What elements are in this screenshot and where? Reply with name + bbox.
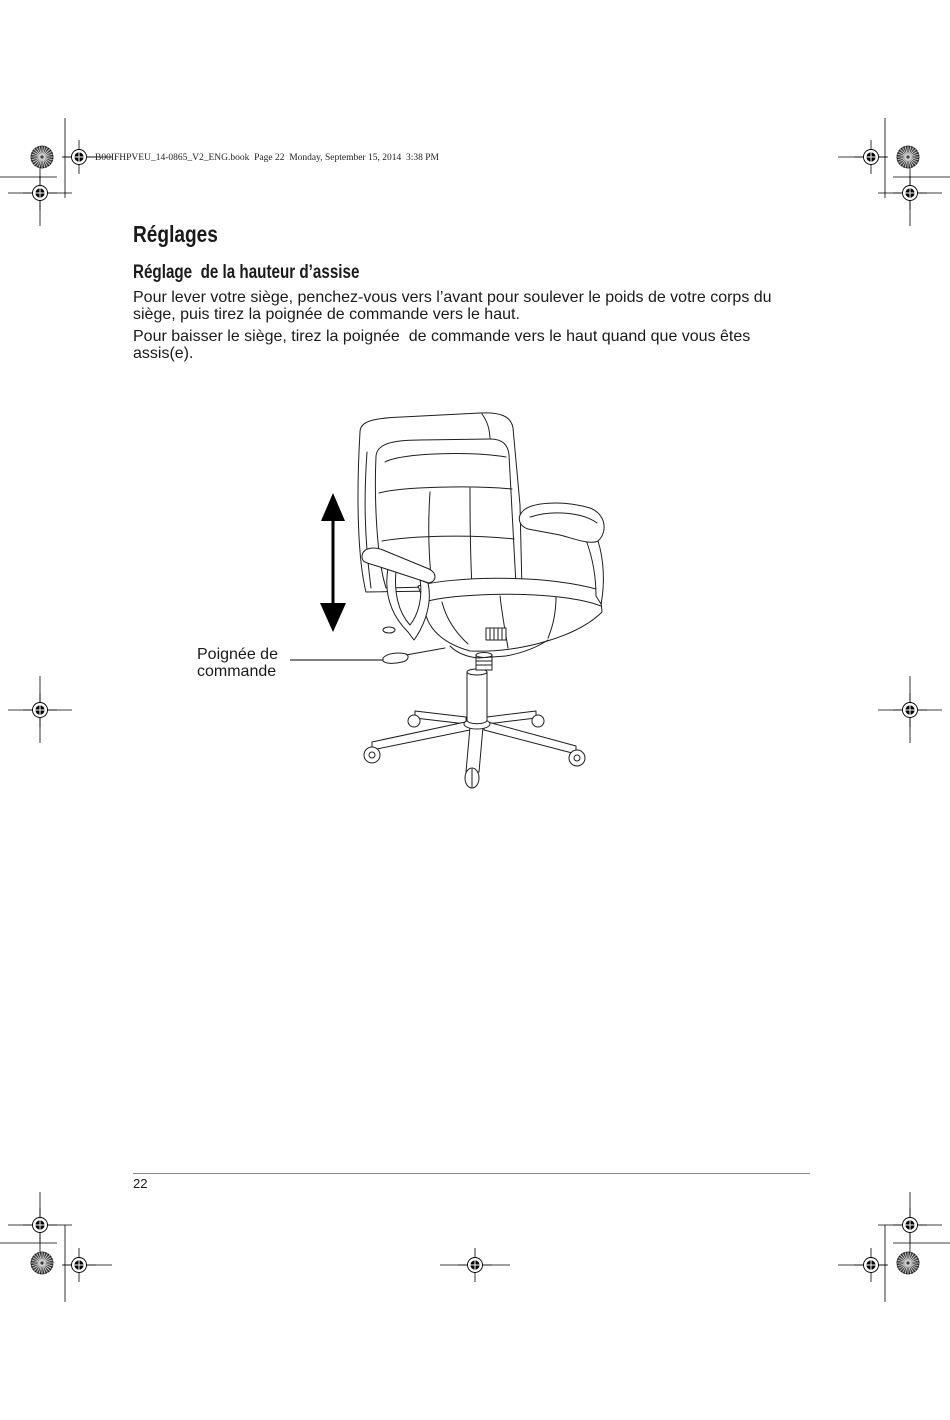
- seat-mechanism: [486, 628, 506, 640]
- registration-target-icon: [62, 1248, 96, 1282]
- page-number: 22: [133, 1176, 148, 1191]
- page-title: Réglages: [133, 221, 218, 247]
- paragraph-line: Pour lever votre siège, penchez-vous vers l’avant pour soulever le poids de votre corps du: [133, 289, 772, 306]
- registration-target-icon: [893, 693, 927, 727]
- caster-wheel: [364, 747, 380, 763]
- base-leg-front: [466, 727, 483, 772]
- base-leg-left: [372, 721, 470, 750]
- arrow-head-down: [320, 603, 346, 632]
- knob: [383, 627, 395, 633]
- caster-front: [465, 768, 479, 788]
- base-leg-back-left: [415, 711, 466, 724]
- registration-target-icon: [458, 1248, 492, 1282]
- base-leg-right: [484, 721, 576, 754]
- callout-line: Poignée de: [197, 646, 278, 663]
- registration-target-icon: [854, 140, 888, 174]
- registration-target-icon: [23, 1208, 57, 1242]
- caster-wheel: [569, 750, 585, 766]
- up-down-arrow-icon: [320, 493, 346, 632]
- registration-target-icon: [62, 140, 96, 174]
- armrest-right-pad: [519, 503, 604, 542]
- footer-rule: [133, 1173, 810, 1174]
- paragraph-line: siège, puis tirez la poignée de commande vers le haut.: [133, 306, 520, 323]
- color-target-icon: [31, 146, 53, 168]
- caster-back-left: [408, 715, 420, 727]
- seat-cushion: [418, 578, 602, 651]
- registration-target-icon: [23, 693, 57, 727]
- registration-target-icon: [23, 176, 57, 210]
- color-target-icon: [897, 146, 919, 168]
- caster-left: [364, 747, 380, 763]
- cylinder-body: [467, 672, 487, 724]
- color-target-icon: [31, 1252, 53, 1274]
- chair-seat: [418, 578, 602, 658]
- arrow-head-up: [321, 493, 345, 521]
- caster-back-right: [532, 715, 544, 727]
- handle-rod: [406, 648, 445, 655]
- control-handle: [383, 648, 445, 663]
- section-title: Réglage de la hauteur d’assise: [133, 262, 360, 283]
- handle-paddle: [383, 653, 408, 663]
- paragraph-line: assis(e).: [133, 345, 194, 362]
- gas-cylinder: [467, 653, 492, 724]
- base-leg-back-right: [487, 711, 536, 724]
- file-slug: B00IFHPVEU_14-0865_V2_ENG.book Page 22 Monday, September 15, 2014 3:38 PM: [95, 153, 440, 163]
- color-target-icon: [897, 1252, 919, 1274]
- paragraph-line: Pour baisser le siège, tirez la poignée de commande vers le haut quand que vous êtes: [133, 328, 751, 345]
- mechanism-box: [486, 628, 506, 640]
- callout-line: commande: [197, 663, 277, 680]
- chair-illustration: [280, 405, 620, 800]
- registration-target-icon: [893, 1208, 927, 1242]
- caster-right: [569, 750, 585, 766]
- registration-target-icon: [854, 1248, 888, 1282]
- registration-target-icon: [893, 176, 927, 210]
- arrow-shaft: [332, 519, 335, 605]
